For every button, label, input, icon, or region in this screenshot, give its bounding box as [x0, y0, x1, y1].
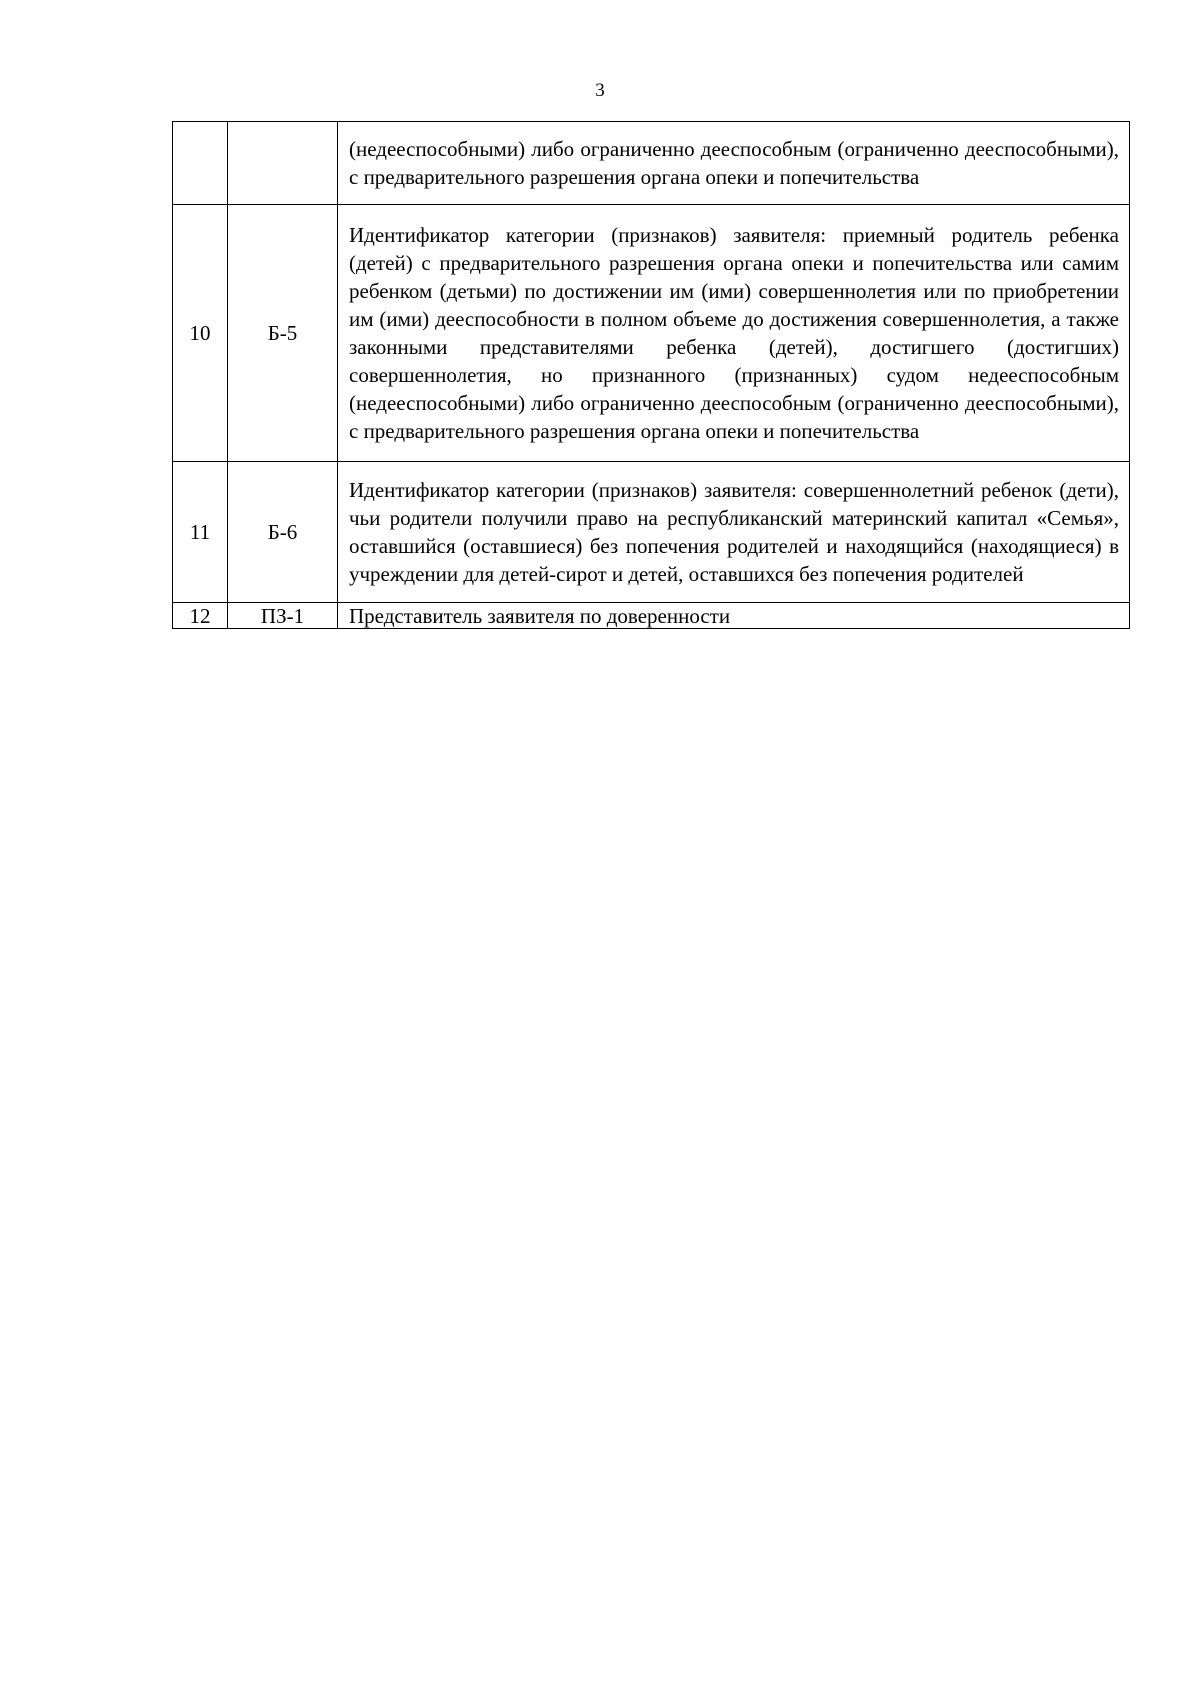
category-description-cell: Представитель заявителя по доверенности — [338, 603, 1130, 629]
applicant-categories-table — [172, 121, 1130, 629]
category-code-cell: ПЗ-1 — [228, 603, 338, 629]
category-code-cell — [228, 122, 338, 205]
category-description-cell: (недееспособными) либо ограниченно дееспособным (ограниченно дееспособными), с предварительного разрешения органа опеки и попечительства — [338, 122, 1130, 205]
table-row — [173, 462, 1130, 603]
row-number-cell: 11 — [173, 462, 228, 603]
category-description-cell: Идентификатор категории (признаков) заявителя: приемный родитель ребенка (детей) с предварительного разрешения органа опеки и попечительства или самим ребенком (детьми) по достижении им (ими) совершеннолетия или по приобретении им (ими) дееспособности в полном объеме до достижения совершеннолетия, а также законными представителями ребенка (детей), достигшего (достигших) совершеннолетия, но признанного (признанных) судом недееспособным (недееспособными) либо ограниченно дееспособным (ограниченно дееспособными), с предварительного разрешения органа опеки и попечительства — [338, 205, 1130, 462]
page-number: 3 — [595, 80, 605, 101]
category-code-cell: Б-6 — [228, 462, 338, 603]
table-row — [173, 122, 1130, 205]
row-number-cell: 12 — [173, 603, 228, 629]
table-row — [173, 205, 1130, 462]
category-description-cell: Идентификатор категории (признаков) заявителя: совершеннолетний ребенок (дети), чьи родители получили право на республиканский материнский капитал «Семья», оставшийся (оставшиеся) без попечения родителей и находящийся (находящиеся) в учреждении для детей-сирот и детей, оставшихся без попечения родителей — [338, 462, 1130, 603]
row-number-cell — [173, 122, 228, 205]
row-number-cell: 10 — [173, 205, 228, 462]
table-row — [173, 603, 1130, 629]
category-code-cell: Б-5 — [228, 205, 338, 462]
